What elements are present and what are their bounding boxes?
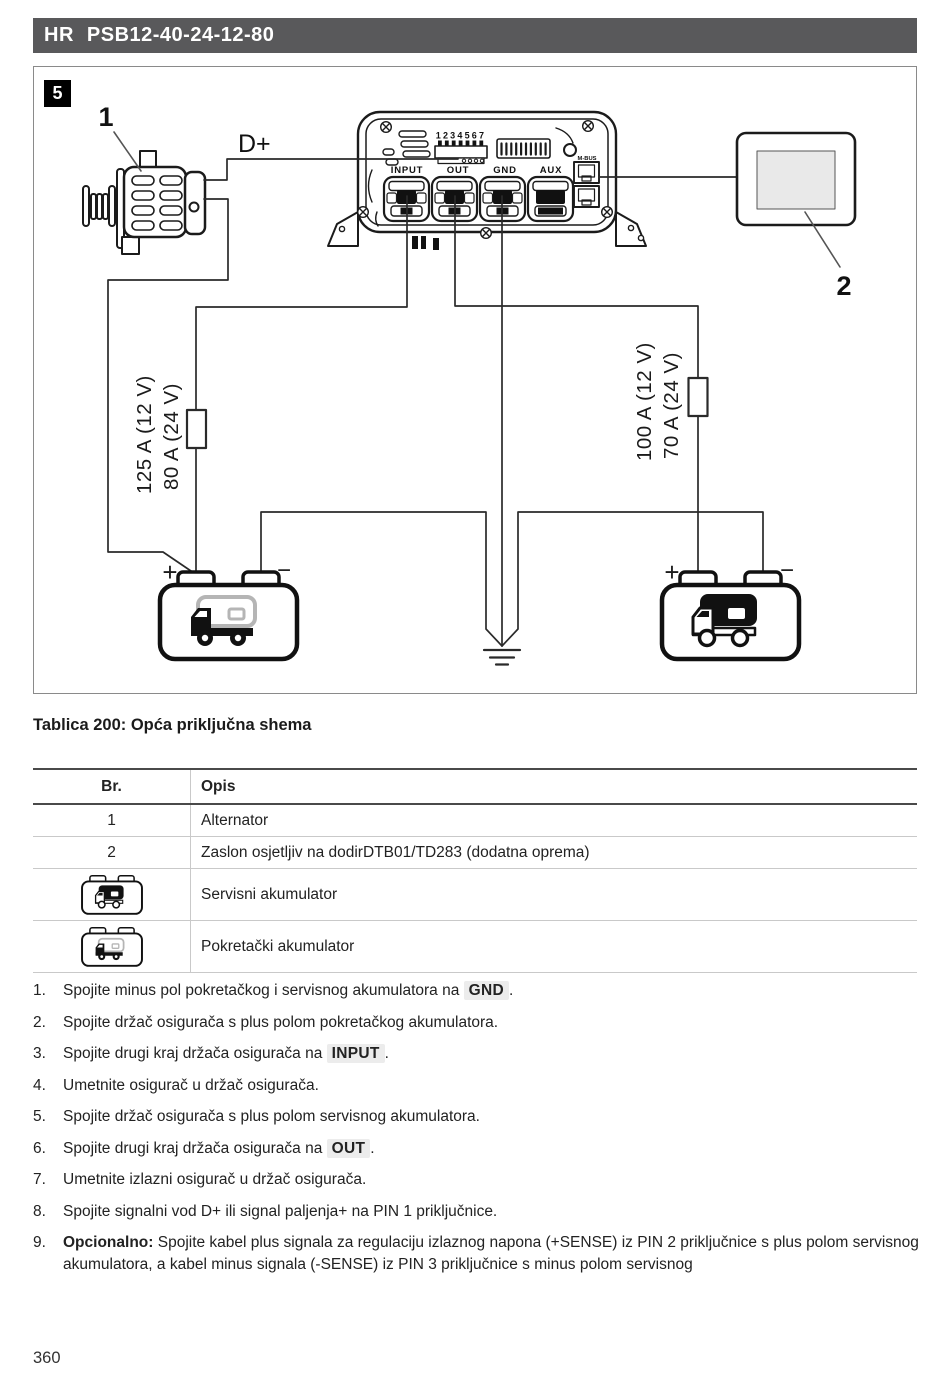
row-number: 1 xyxy=(33,804,191,837)
product-model: PSB12-40-24-12-80 xyxy=(86,24,275,46)
column-header-opis: Opis xyxy=(201,777,236,795)
step-3: 3. Spojite drugi kraj držača osigurača na INPUT . xyxy=(33,1045,389,1062)
starter-minus-label: − xyxy=(276,557,292,584)
step-7: 7. Umetnite izlazni osigurač u držač osigurača. xyxy=(33,1171,367,1188)
table-caption: Tablica 200: Opća priključna shema xyxy=(33,716,312,734)
touch-display xyxy=(737,133,855,301)
starter-battery xyxy=(160,572,297,659)
callout-display: 2 xyxy=(836,271,852,301)
alternator xyxy=(83,151,205,254)
callout-1-leader xyxy=(114,132,141,171)
fuse-out xyxy=(689,378,708,416)
step-4: 4. Umetnite osigurač u držač osigurača. xyxy=(33,1076,319,1094)
table-row xyxy=(33,921,917,973)
service-minus-label: − xyxy=(779,557,795,584)
gnd-port-label: GND xyxy=(493,165,517,176)
charge-booster-device xyxy=(328,112,646,250)
status-led xyxy=(564,144,576,156)
gnd-keyword: GND xyxy=(464,981,509,1000)
out-port-label: OUT xyxy=(446,165,470,176)
row-number: 2 xyxy=(33,837,191,869)
row-description: Alternator xyxy=(201,811,269,829)
aux-connector xyxy=(528,177,573,221)
wiring-figure xyxy=(33,66,917,694)
step-1: 1. Spojite minus pol pokretačkog i servisnog akumulatora na GND . xyxy=(33,982,514,999)
step-6: 6. Spojite drugi kraj držača osigurača na OUT . xyxy=(33,1139,375,1157)
step-9: 9. Opcionalno: Spojite kabel plus signala za regulaciju izlaznog napona (+SENSE) iz PIN 2 priključnice s plus polom servisnog akumulatora, a kabel minus signala (-SENSE) iz PIN 3 priključnice s minus polom servisnog xyxy=(33,1234,919,1273)
page-header xyxy=(33,18,917,53)
fuse-left-rating-24v: 80 A (24 V) xyxy=(160,383,183,490)
service-plus-label: + xyxy=(664,557,680,587)
step-8: 8. Spojite signalni vod D+ ili signal paljenja+ na PIN 1 priključnice. xyxy=(33,1202,498,1220)
fuse-input xyxy=(187,410,206,448)
mbus-ports xyxy=(574,156,599,207)
figure-number-badge: 5 xyxy=(44,80,71,107)
column-header-br: Br. xyxy=(33,769,191,804)
input-keyword: INPUT xyxy=(327,1044,385,1063)
dip-switch-bank xyxy=(497,139,550,158)
table-header-row xyxy=(33,769,917,804)
service-battery xyxy=(662,572,799,659)
aux-port-label: AUX xyxy=(539,165,563,176)
out-keyword: OUT xyxy=(327,1139,371,1158)
table-row xyxy=(33,804,917,837)
table-row xyxy=(33,837,917,869)
parts-table xyxy=(33,768,917,973)
step-5: 5. Spojite držač osigurača s plus polom servisnog akumulatora. xyxy=(33,1108,480,1125)
ground-symbol xyxy=(484,650,520,665)
wiring-diagram xyxy=(34,67,914,691)
instruction-steps xyxy=(33,980,919,1286)
row-description: Servisni akumulator xyxy=(201,885,338,903)
table-row xyxy=(33,869,917,921)
step-2: 2. Spojite držač osigurača s plus polom pokretačkog akumulatora. xyxy=(33,1013,499,1031)
service-battery-icon xyxy=(80,874,144,916)
dplus-label: D+ xyxy=(238,130,271,158)
callout-alternator: 1 xyxy=(98,102,114,132)
row-description: Zaslon osjetljiv na dodirDTB01/TD283 (dodatna oprema) xyxy=(201,843,590,861)
fuse-right-rating-24v: 70 A (24 V) xyxy=(660,352,683,459)
pin-numbers-label: 1234567 xyxy=(435,130,487,141)
input-port-label: INPUT xyxy=(390,165,424,176)
fuse-right-rating-12v: 100 A (12 V) xyxy=(633,342,656,461)
language-code: HR xyxy=(44,24,74,46)
mbus-label: M-BUS xyxy=(577,156,597,162)
starter-plus-label: + xyxy=(162,557,178,587)
starter-battery-icon xyxy=(80,926,144,968)
page-number: 360 xyxy=(33,1349,61,1367)
fuse-left-rating-12v: 125 A (12 V) xyxy=(133,375,156,494)
row-description: Pokretački akumulator xyxy=(201,937,355,955)
